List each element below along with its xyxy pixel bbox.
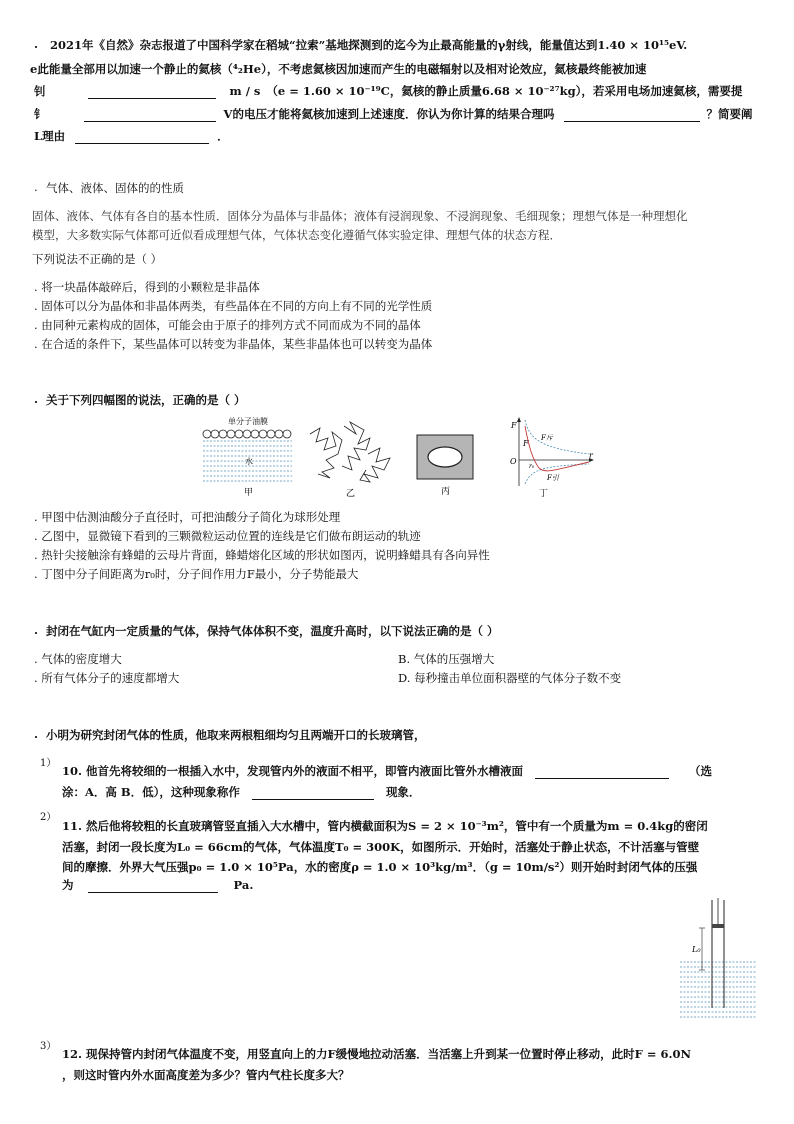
attractive-label: F引 — [547, 474, 559, 482]
question-text-line: 12. 现保持管内封闭气体温度不变，用竖直向上的力F缓慢地拉动活塞．当活塞上升到某一位置时停止移动，此时F = 6.0N — [62, 1047, 691, 1061]
subquestion-marker: 1） — [40, 758, 57, 769]
question-stem: 小明为研究封闭气体的性质，他取来两根粗细均匀且两端开口的长玻璃管， — [46, 728, 426, 742]
question-prompt: 下列说法不正确的是（ ） — [32, 252, 163, 266]
figure-caption: 丙 — [441, 487, 451, 497]
answer-blank-pressure[interactable] — [88, 880, 218, 893]
answer-blank-speed[interactable] — [88, 86, 216, 99]
brownian-path — [342, 422, 370, 470]
net-force-label: F — [523, 439, 529, 448]
question-text-line: 10. 他首先将较细的一根插入水中，发现管内外的液面不相平，即管内液面比管外水槽液面 （选 — [62, 764, 713, 778]
figure-oil-film — [200, 414, 296, 498]
choice-option[interactable]: . 丁图中分子间距离为r₀时，分子间作用力F最小，分子势能最大 — [34, 567, 359, 581]
figure-mica-wax — [416, 434, 476, 498]
passage-line: 固体、液体、气体有各自的基本性质．固体分为晶体与非晶体；液体有浸润现象、不浸润现象、毛细现象；理想气体是一种理想化 — [32, 209, 688, 223]
question-number: . — [34, 180, 38, 194]
figure-caption: 乙 — [346, 489, 356, 498]
answer-blank-voltage[interactable] — [84, 109, 216, 122]
brownian-path — [360, 448, 390, 482]
passage-line: 模型，大多数实际气体都可近似看成理想气体，气体状态变化遵循气体实验定律、理想气体的状态方程． — [32, 228, 561, 242]
section-heading: 气体、液体、固体的的性质 — [46, 181, 184, 195]
question-stem: 封闭在气缸内一定质量的气体，保持气体体积不变，温度升高时，以下说法正确的是（ ） — [46, 624, 499, 638]
answer-blank-phenomenon[interactable] — [252, 787, 374, 800]
helium-formula: ⁴₂He — [232, 62, 262, 76]
melted-wax-region — [428, 447, 462, 467]
question-text-line: ，则这时管内外水面高度差为多少？管内气柱长度多大？ — [62, 1068, 350, 1082]
question-text-line: 钊 m / s （e = 1.60 × 10⁻¹⁹C，氦核的静止质量6.68 × 10⁻²⁷kg），若采用电场加速氦核，需要提 — [34, 84, 743, 98]
question-number: . — [34, 37, 39, 51]
water-tank — [680, 962, 756, 1017]
question-number: . — [34, 392, 39, 406]
question-text-line: 11. 然后他将较粗的长直玻璃管竖直插入大水槽中，管内横截面积为S = 2 × 10⁻³m²，管中有一个质量为m = 0.4kg的密闭 — [62, 819, 708, 833]
water-label: 水 — [245, 457, 253, 466]
question-number: . — [34, 623, 39, 637]
figure-caption: 甲 — [244, 488, 254, 498]
choice-option[interactable]: . 将一块晶体敲碎后，得到的小颗粒是非晶体 — [34, 280, 260, 294]
choice-option[interactable]: . 甲图中估测油酸分子直径时，可把油酸分子简化为球形处理 — [34, 510, 341, 524]
choice-option-c[interactable]: . 所有气体分子的速度都增大 — [34, 671, 180, 685]
r0-label: r₀ — [529, 463, 535, 470]
choice-option[interactable]: . 乙图中，显微镜下看到的三颗微粒运动位置的连线是它们做布朗运动的轨迹 — [34, 529, 421, 543]
answer-blank-reason[interactable] — [75, 131, 209, 144]
x-axis-label: r — [589, 451, 593, 460]
brownian-path — [310, 428, 342, 478]
answer-blank-reasonable[interactable] — [564, 109, 700, 122]
choice-option-b[interactable]: B. 气体的压强增大 — [398, 652, 495, 666]
subquestion-marker: 3） — [40, 1041, 57, 1052]
choice-option[interactable]: . 固体可以分为晶体和非晶体两类，有些晶体在不同的方向上有不同的光学性质 — [34, 299, 433, 313]
y-axis-arrow — [517, 417, 521, 422]
piston — [712, 924, 724, 928]
repulsive-force-curve — [525, 420, 589, 454]
figure-brownian-paths — [306, 420, 396, 498]
origin-label: O — [510, 457, 517, 466]
choice-option[interactable]: . 热针尖接触涂有蜂蜡的云母片背面，蜂蜡熔化区域的形状如图丙，说明蜂蜡具有各向异性 — [34, 548, 490, 562]
choice-option-a[interactable]: . 气体的密度增大 — [34, 652, 122, 666]
figure-tube-in-water — [676, 896, 760, 1024]
choice-option[interactable]: . 由同种元素构成的固体，可能会由于原子的排列方式不同而成为不同的晶体 — [34, 318, 421, 332]
length-label: L₀ — [692, 945, 701, 954]
question-text-line: 为 Pa. — [62, 878, 254, 892]
choice-option[interactable]: . 在合适的条件下，某些晶体可以转变为非晶体，某些非晶体也可以转变为晶体 — [34, 337, 433, 351]
repulsive-label: F斥 — [541, 434, 553, 442]
figure-caption: 丁 — [539, 489, 549, 499]
question-text-line: e此能量全部用以加速一个静止的氦核（⁴₂He），不考虑氦核因加速而产生的电磁辐射以及相对论效应，氦核最终能被加速 — [30, 62, 647, 76]
question-text-line: L理由 ． — [34, 129, 229, 143]
question-text-line: 涂：A．高 B．低），这种现象称作 现象． — [62, 785, 421, 799]
answer-blank-level[interactable] — [535, 766, 669, 779]
question-text-line: 活塞，封闭一段长度为L₀ = 66cm的气体，气体温度T₀ = 300K，如图所示．开始时，活塞处于静止状态，不计活塞与管壁 — [62, 840, 700, 854]
subquestion-marker: 2） — [40, 812, 57, 823]
question-text-line: 2021年《自然》杂志报道了中国科学家在稻城“拉索”基地探测到的迄今为止最高能量的γ射线，能量值达到1.40 × 10¹⁵eV. — [50, 38, 688, 52]
film-label: 单分子油膜 — [228, 417, 268, 426]
question-stem: 关于下列四幅图的说法，正确的是（ ） — [46, 393, 246, 407]
question-text-line: 钅 V的电压才能将氦核加速到上述速度．你认为你计算的结果合理吗 ？简要阐 — [34, 107, 753, 121]
choice-option-d[interactable]: D. 每秒撞击单位面积器壁的气体分子数不变 — [398, 671, 622, 685]
question-number: . — [34, 727, 39, 741]
question-text-line: 间的摩擦．外界大气压强p₀ = 1.0 × 10⁵Pa，水的密度ρ = 1.0 × 10³kg/m³．（g = 10m/s²）则开始时封闭气体的压强 — [62, 860, 698, 874]
y-axis-label: F — [511, 421, 517, 430]
figure-force-curve — [505, 414, 597, 500]
molecule-row — [203, 430, 291, 438]
